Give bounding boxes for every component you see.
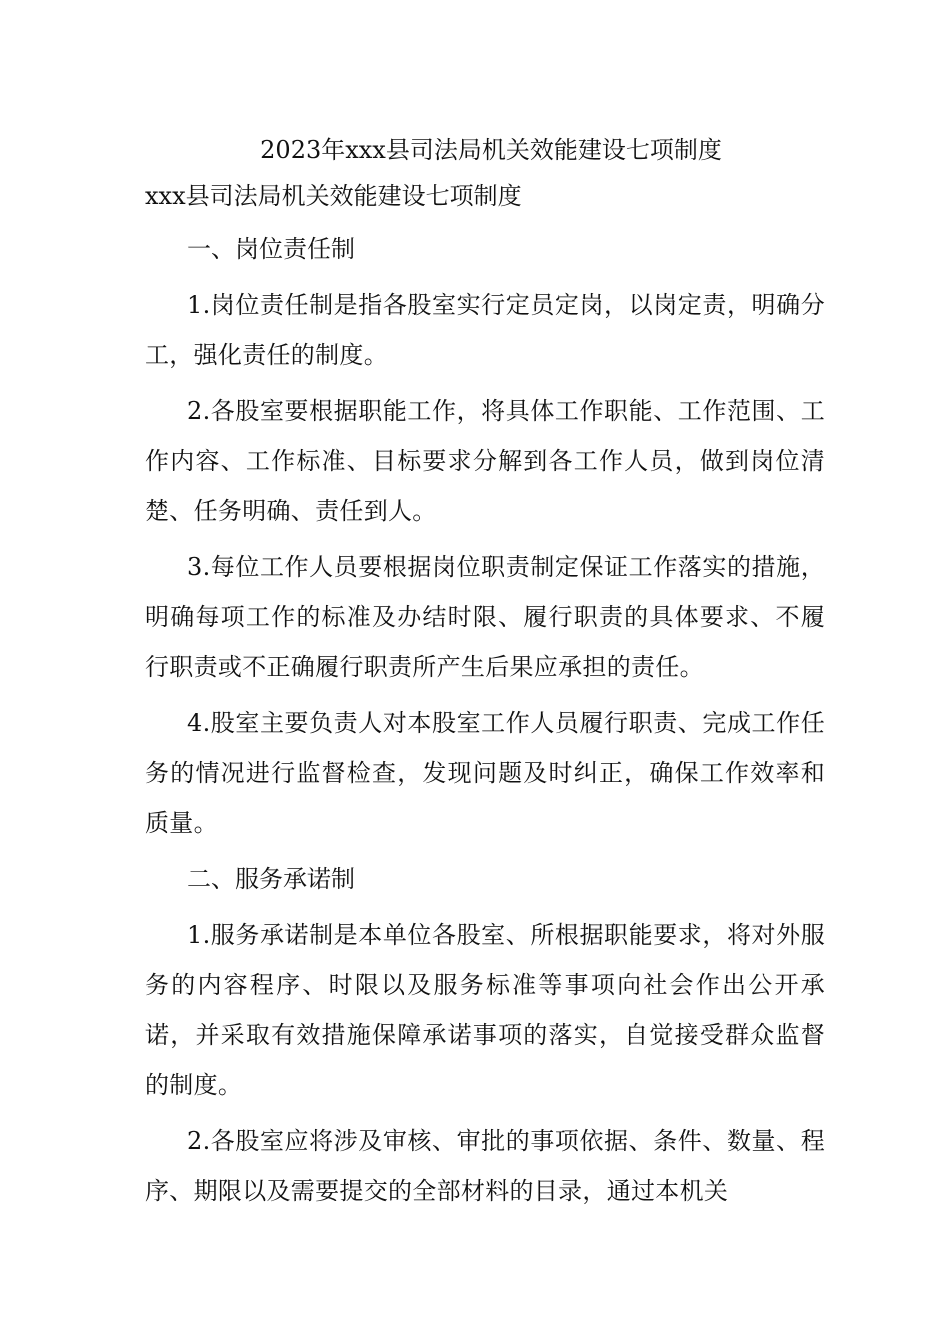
paragraph-2-1: 1.服务承诺制是本单位各股室、所根据职能要求，将对外服务的内容程序、时限以及服务标准等事项向社会作出公开承诺，并采取有效措施保障承诺事项的落实，自觉接受群众监督的制度。 [145,921,825,1099]
paragraph-1-1: 1.岗位责任制是指各股室实行定员定岗，以岗定责，明确分工，强化责任的制度。 [145,291,825,369]
paragraph-1-2: 2.各股室要根据职能工作，将具体工作职能、工作范围、工作内容、工作标准、目标要求分解到各工作人员，做到岗位清楚、任务明确、责任到人。 [145,397,825,525]
document-title: 2023年xxx县司法局机关效能建设七项制度 [260,136,722,164]
paragraph-2-2: 2.各股室应将涉及审核、审批的事项依据、条件、数量、程序、期限以及需要提交的全部材料的目录，通过本机关 [145,1127,825,1205]
section-heading-2: 二、服务承诺制 [187,865,355,893]
paragraph-1-3: 3.每位工作人员要根据岗位职责制定保证工作落实的措施，明确每项工作的标准及办结时限、履行职责的具体要求、不履行职责或不正确履行职责所产生后果应承担的责任。 [145,553,825,681]
section-heading-1: 一、岗位责任制 [187,235,355,263]
document-body [145,128,825,1216]
paragraph-1-4: 4.股室主要负责人对本股室工作人员履行职责、完成工作任务的情况进行监督检查，发现问题及时纠正，确保工作效率和质量。 [145,709,825,837]
document-subtitle: xxx县司法局机关效能建设七项制度 [145,182,522,210]
